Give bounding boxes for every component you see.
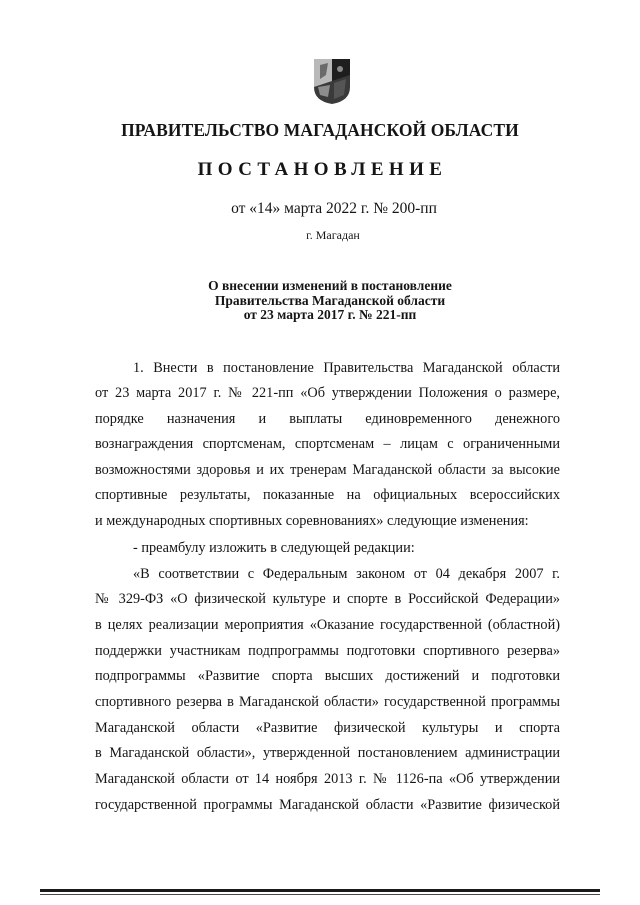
subject-line: О внесении изменений в постановление (208, 278, 452, 293)
body-line: от 23 марта 2017 г. № 221-пп «Об утверждении Положения о размере, (95, 385, 560, 401)
coat-of-arms-icon (312, 57, 352, 105)
body-line: возможностями здоровья и их тренерам Магаданской области за высокие (95, 462, 560, 478)
page-bottom-border (40, 889, 600, 892)
body-line: спортивного резерва в Магаданской области» государственной программы (95, 694, 560, 710)
body-line: спортивные результаты, показанные на официальных всероссийских (95, 487, 560, 503)
page-bottom-border-thin (40, 894, 600, 895)
body-line: «В соответствии с Федеральным законом от 04 декабря 2007 г. (133, 566, 560, 582)
body-line: порядке назначения и выплаты единовременного денежного (95, 411, 560, 427)
body-line: поддержки участникам подпрограммы подготовки спортивного резерва» (95, 643, 560, 659)
body-line: вознаграждения спортсменам, спортсменам – лицам с ограниченными (95, 436, 560, 452)
body-line: подпрограммы «Развитие спорта высших достижений и подготовки (95, 668, 560, 684)
document-type: ПОСТАНОВЛЕНИЕ (197, 159, 448, 180)
subject-line: от 23 марта 2017 г. № 221-пп (243, 307, 417, 322)
body-line: в целях реализации мероприятия «Оказание государственной (областной) (95, 617, 560, 633)
body-line: Магаданской области от 14 ноября 2013 г. № 1126-па «Об утверждении (95, 771, 560, 787)
subject-line: Правительства Магаданской области (214, 292, 446, 308)
body-line: и международных спортивных соревнованиях» следующие изменения: (95, 513, 529, 529)
body-line: № 329-ФЗ «О физической культуре и спорте в Российской Федерации» (95, 591, 560, 607)
document-city: г. Магадан (306, 228, 360, 242)
document-subject (0, 279, 640, 323)
document-date-number: от «14» марта 2022 г. № 200-пп (231, 200, 437, 217)
government-title: ПРАВИТЕЛЬСТВО МАГАДАНСКОЙ ОБЛАСТИ (121, 120, 519, 140)
body-line: в Магаданской области», утвержденной постановлением администрации (95, 745, 560, 761)
body-line: Магаданской области «Развитие физической культуры и спорта (95, 720, 560, 736)
body-line: 1. Внести в постановление Правительства Магаданской области (133, 360, 560, 376)
body-line: государственной программы Магаданской области «Развитие физической (95, 797, 560, 813)
body-line: - преамбулу изложить в следующей редакции: (133, 540, 415, 556)
